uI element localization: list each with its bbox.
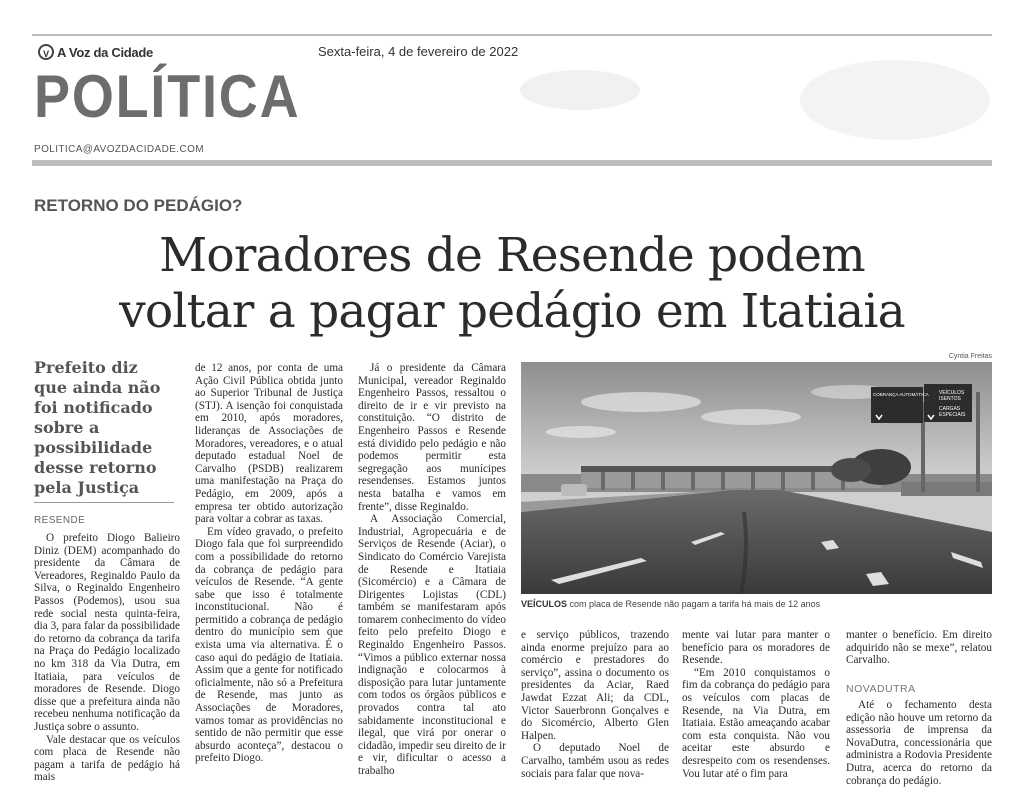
photo-caption (521, 599, 992, 609)
article-column-6b (846, 699, 992, 787)
paragraph: manter o benefício. Em direito adquirido não se mexe”, relatou Carvalho. (846, 629, 992, 667)
paragraph: Até o fechamento desta edição não houve um retorno da assessoria de imprensa da NovaDutra, concessionária que administra a Rodovia Presidente Dutra, acerca do retorno da cobrança do pedágio. (846, 699, 992, 787)
logo-text: A Voz da Cidade (57, 44, 153, 60)
article-column-6 (846, 629, 992, 667)
issue-date: Sexta-feira, 4 de fevereiro de 2022 (318, 44, 519, 59)
sign-right-line-1: VEÍCULOS (939, 390, 965, 396)
sign-right-line-2: ISENTOS (939, 396, 961, 402)
paragraph: O prefeito Diogo Balieiro Diniz (DEM) acompanhado do presidente da Câmara de Vereadores, Reginaldo Paulo da Silva, o Reginaldo Engenheiro Passos (Podemos), usou sua rede social nesta quinta-feira, dia 3, para falar da possibilidade do retorno da cobrança da tarifa na Praça do Pedágio localizado no km 318 da Via Dutra, em Itatiaia, para veículos de moradores de Resende. Diogo disse que a prefeitura ainda não recebeu nenhuma notificação da Justiça sobre o assunto. (34, 532, 180, 733)
toll-plaza-photo (521, 362, 992, 594)
photo-credit: Cyntia Freitas (948, 353, 992, 360)
article-kicker: RETORNO DO PEDÁGIO? (34, 196, 243, 215)
article-headline (34, 228, 990, 340)
caption-text: com placa de Resende não pagam a tarifa há mais de 12 anos (567, 599, 821, 609)
paragraph: O deputado Noel de Carvalho, também usou as redes sociais para falar que nova- (521, 742, 669, 780)
article-column-4 (521, 629, 669, 780)
caption-lead: VEÍCULOS (521, 599, 568, 609)
masthead-decoration (520, 70, 640, 110)
logo-icon: V (38, 44, 54, 60)
paragraph: Em vídeo gravado, o prefeito Diogo fala que foi surpreendido com a possibilidade do retorno da cobrança de pedágio para veículos de Resende. “A gente sabe que isso é totalmente inconstitucional. Não é permitido a cobrança de pedágio dentro do município sem que exista uma via alternativa. É o caso aqui do pedágio de Itatiaia. Assim que a gente for notificado oficialmente, não só a Prefeitura de Resende, mas junto as Associações de Moradores, vamos tomar as providências no sentido de não permitir que esse absurdo aconteça”, destacou o prefeito Diogo. (195, 525, 343, 765)
paragraph: e serviço públicos, trazendo ainda enorme prejuízo para ao comércio e prestadores do serviço”, assina o documento os presidentes da Aciar, Raed Jawdat Ezzat Ali; da CDL, Victor Sauerbronn Gonçalves e do Sicomércio, Alberto Glen Halpen. (521, 629, 669, 742)
masthead-decoration (800, 60, 990, 140)
toll-plaza-illustration (521, 362, 992, 594)
headline-line-2: voltar a pagar pedágio em Itatiaia (119, 284, 905, 339)
dek-divider (34, 502, 174, 503)
article-column-2 (195, 362, 343, 765)
article-dek: Prefeito diz que ainda não foi notificado sobre a possibilidade desse retorno pela Justiça (34, 358, 161, 497)
subhead-novadutra: NOVADUTRA (846, 683, 916, 695)
sign-right-line-4: ESPECIAIS (939, 412, 966, 418)
dateline: RESENDE (34, 515, 86, 526)
top-rule (32, 34, 992, 36)
paragraph: A Associação Comercial, Industrial, Agropecuária e de Serviços de Resende (Aciar), o Sindicato do Comércio Varejista de Resende e Itatiaia (Sicomércio) e a Câmara de Dirigentes Lojistas (CDL) também se manifestaram após tomarem conhecimento do vídeo feito pelo prefeito Diogo e Reginaldo Engenheiro Passos. “Vimos a público externar nossa indignação e colocarmos à disposição para lutar juntamente com todos os órgãos públicos e provados contra tal ato sabidamente inconstitucional e ilegal, que virá por onerar o cidadão, impedir seu direito de ir e vir, dificultar o acesso a trabalho (358, 513, 506, 777)
section-title: POLÍTICA (34, 63, 301, 130)
paragraph: de 12 anos, por conta de uma Ação Civil Pública obtida junto ao Superior Tribunal de Justiça (STJ). A isenção foi conquistada em 2010, após moradores, lideranças de Associações de Moradores, vereadores, e o atual deputado estadual Noel de Carvalho (PSDB) realizarem uma manifestação na Praça do Pedágio, em 2009, após a empresa ter obtido autorização para voltar a cobrar as taxas. (195, 362, 343, 526)
masthead-rule (32, 160, 992, 166)
paragraph: mente vai lutar para manter o benefício para os moradores de Resende. (682, 629, 830, 667)
paragraph: “Em 2010 conquistamos o fim da cobrança do pedágio para os veículos com placas de Resende, na Via Dutra, em Itatiaia. Estão ameaçando acabar com esta conquista. Não vou aceitar este absurdo e desrespeito com os resendenses. Vou lutar até o fim para (682, 666, 830, 780)
sign-right-line-3: CARGAS (939, 406, 961, 412)
headline-line-1: Moradores de Resende podem (159, 228, 865, 283)
section-email: POLITICA@AVOZDACIDADE.COM (34, 144, 204, 155)
article-column-1 (34, 532, 180, 784)
paragraph: Vale destacar que os veículos com placa de Resende não pagam a tarifa de pedágio há mais (34, 733, 180, 784)
sign-left-text: COBRANÇA AUTOMÁTICA (873, 392, 929, 397)
newspaper-logo (38, 44, 153, 60)
article-column-5 (682, 629, 830, 780)
article-column-3 (358, 362, 506, 778)
paragraph: Já o presidente da Câmara Municipal, vereador Reginaldo Engenheiro Passos, ressaltou o direito de ir e vir previsto na constituição. “O distrito de Engenheiro Passos e Resende está dividido pelo pedágio e não podemos permitir esta segregação aos munícipes resendenses. Estamos juntos nesta batalha e vamos em frente”, disse Reginaldo. (358, 362, 506, 513)
